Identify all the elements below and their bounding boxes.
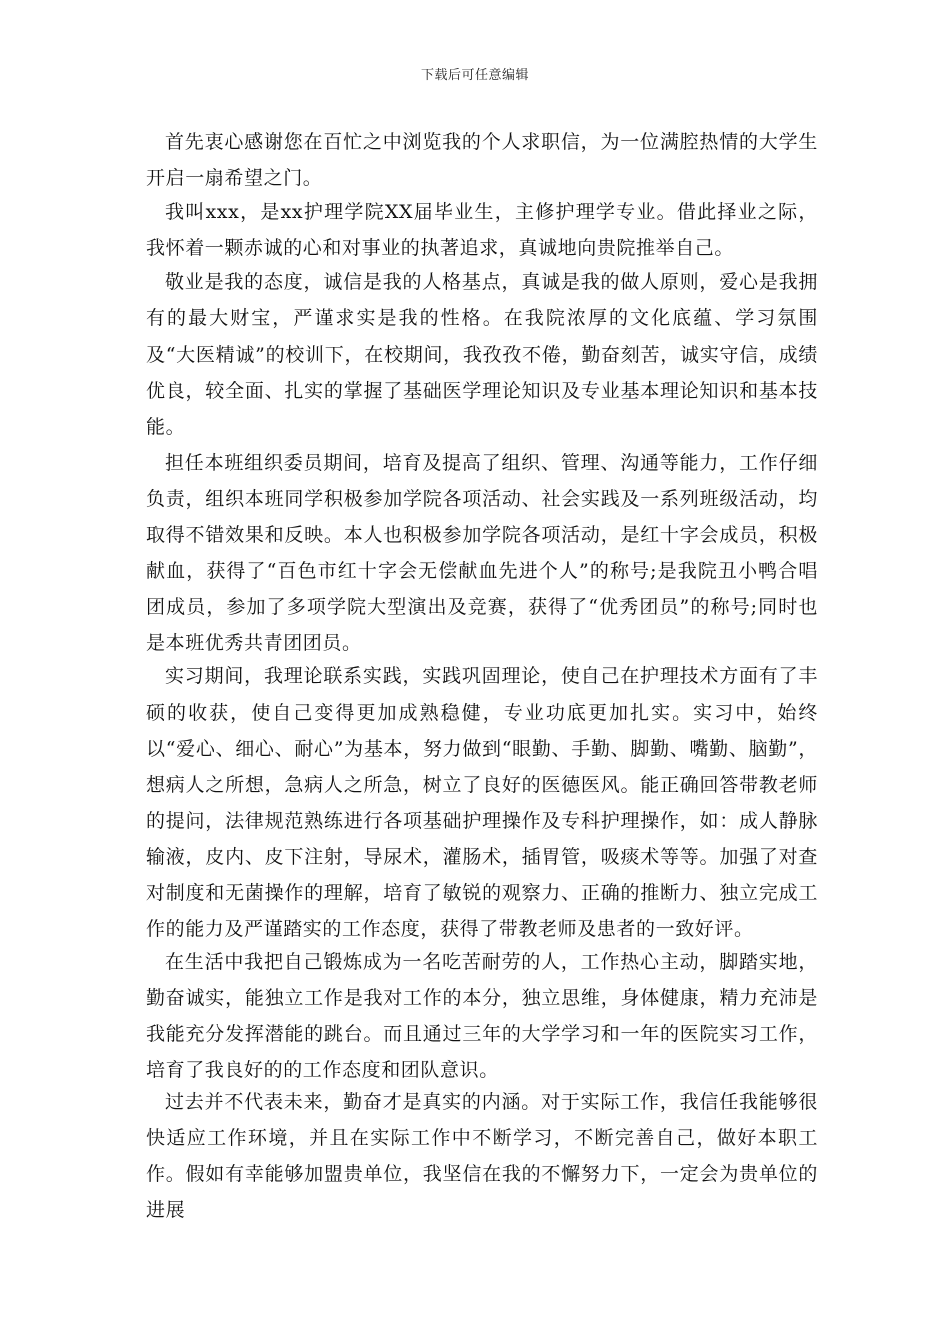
- paragraph-life: 在生活中我把自己锻炼成为一名吃苦耐劳的人，工作热心主动，脚踏实地，勤奋诚实，能独立工作是我对工作的本分，独立思维，身体健康，精力充沛是我能充分发挥潜能的跳台。而且通过三年的大学学习和一年的医院实习工作，培育了我良好的的工作态度和团队意识。: [146, 951, 818, 1082]
- paragraph-character: 敬业是我的态度，诚信是我的人格基点，真诚是我的做人原则，爱心是我拥有的最大财宝，严谨求实是我的性格。在我院浓厚的文化底蕴、学习氛围及“大医精诚”的校训下，在校期间，我孜孜不倦，勤奋刻苦，诚实守信，成绩优良，较全面、扎实的掌握了基础医学理论知识及专业基本理论知识和基本技能。: [146, 271, 818, 438]
- paragraph-greeting: 首先衷心感谢您在百忙之中浏览我的个人求职信，为一位满腔热情的大学生开启一扇希望之门。: [146, 131, 818, 190]
- paragraph-future: 过去并不代表未来，勤奋才是真实的内涵。对于实际工作，我信任我能够很快适应工作环境，并且在实际工作中不断学习，不断完善自己，做好本职工作。假如有幸能够加盟贵单位，我坚信在我的不懈努力下，一定会为贵单位的进展: [146, 1090, 818, 1221]
- paragraph-activities: 担任本班组织委员期间，培育及提高了组织、管理、沟通等能力，工作仔细负责，组织本班同学积极参加学院各项活动、社会实践及一系列班级活动，均取得不错效果和反映。本人也积极参加学院各项活动，是红十字会成员，积极献血，获得了“百色市红十字会无偿献血先进个人”的称号;是我院丑小鸭合唱团成员，参加了多项学院大型演出及竞赛，获得了“优秀团员”的称号;同时也是本班优秀共青团团员。: [146, 451, 818, 655]
- paragraph-internship: 实习期间，我理论联系实践，实践巩固理论，使自己在护理技术方面有了丰硕的收获，使自己变得更加成熟稳健，专业功底更加扎实。实习中，始终以“爱心、细心、耐心”为基本，努力做到“眼勤、手勤、脚勤、嘴勤、脑勤”，想病人之所想，急病人之所急，树立了良好的医德医风。能正确回答带教老师的提问，法律规范熟练进行各项基础护理操作及专科护理操作，如：成人静脉输液，皮内、皮下注射，导尿术，灌肠术，插胃管，吸痰术等等。加强了对查对制度和无菌操作的理解，培育了敏锐的观察力、正确的推断力、独立完成工作的能力及严谨踏实的工作态度，获得了带教老师及患者的一致好评。: [146, 665, 818, 941]
- page-header-note: 下载后可任意编辑: [420, 68, 529, 83]
- letter-body: [146, 124, 818, 1228]
- paragraph-introduction: 我叫xxx，是xx护理学院XX届毕业生，主修护理学专业。借此择业之际，我怀着一颗赤诚的心和对事业的执著追求，真诚地向贵院推举自己。: [146, 201, 818, 260]
